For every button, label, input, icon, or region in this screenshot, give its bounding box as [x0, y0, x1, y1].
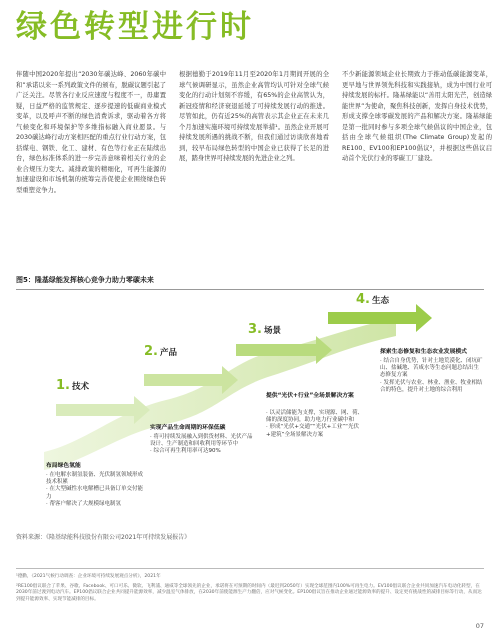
- footnote-2: ²RE100倡议联合了苹果、谷歌、Facebook、可口可乐、微软、飞利浦、通威等全球领先的企业，承诺将在可预期的时间内（最迟到2050年）实现全球范围内100%可再生电力。EV100倡议联合企业共同加速汽车电动化转型，在2030年前过渡到电动汽车。EP100倡议联合企业共同提升能源效率，减少温室气体排放，在2030年前使能源生产力翻倍，应对气候变化。EP100倡议旨在推动企业通过能源效率的提升、设定更有挑战性的减排目标等行动，从而达到提升能源效率、实现节能减排的目标。: [16, 584, 482, 602]
- step-label: 产品: [159, 348, 177, 358]
- block-technology-list: [46, 472, 146, 508]
- list-item: · 在电解水制氢装备、光伏制氢领域形成技术积累: [46, 472, 146, 486]
- step-technology: [56, 378, 89, 393]
- step-number: 2.: [144, 344, 158, 359]
- step-number: 4.: [356, 292, 370, 307]
- list-item: · 发挥光伏与农业、林业、渔业、牧业相结合的特色，提升对土地的综合利用: [380, 380, 484, 394]
- step-product: [144, 344, 177, 359]
- block-scenario-list: [266, 410, 366, 439]
- block-product-title: 实现产品生命周期的环保低碳: [150, 425, 226, 431]
- step-arrow-1: [56, 396, 150, 424]
- step-arrow-2: [144, 366, 238, 394]
- figure-staircase: [16, 292, 484, 527]
- step-label: 技术: [71, 382, 89, 392]
- body-column-1: 伴随中国2020年提出“2030年碳达峰、2060年碳中和”承诺以来一系列政策文件的颁布，脱碳议题引起了广泛关注。尽管各行业反应速度与程度不一，毋庸置疑，日益严格的监管规定、逐步提速的低碳商业模式变革，以及呼声不断的绿色消费诉求，驱动着各方将气候变化和环境保护等多维指标融入商业愿景。与2030碳达峰行动方案相匹配的重点行业行动方案，包括煤电、钢铁、化工、建材、有色等行业正在陆续出台，绿色标准体系的进一步完善意味着相关行业的企业合规压力变大。减排政策的精细化，可再生能源的加速建设和市场机制的统筹完善促使企业围绕绿色转型重塑竞争力。: [16, 71, 166, 194]
- list-item: · 将可持续发展融入到供货材料、光伏产品设计、生产制造和回收利用等环节中: [150, 434, 254, 448]
- footnote-rule: [16, 568, 484, 569]
- page-title: 绿色转型进行时: [16, 9, 254, 45]
- block-ecology-title: 探索生态修复和生态农业发展模式: [380, 349, 467, 355]
- step-scenario: [248, 322, 281, 337]
- block-product-list: [150, 434, 254, 456]
- page-number: 07: [475, 622, 484, 630]
- block-scenario-title: 提供“光伏+行业”全场景解决方案: [266, 393, 354, 399]
- figure-title: 图5：隆基绿能发挥核心竞争力助力零碳未来: [16, 276, 154, 284]
- block-ecology-list: [380, 358, 484, 394]
- step-label: 场景: [263, 326, 281, 336]
- footnote-1: ¹德勤，《2021气候行动调查：企业环境可持续发展观点分析》，2021年: [16, 574, 161, 579]
- step-number: 1.: [56, 378, 70, 393]
- step-ecology: [356, 292, 389, 307]
- step-label: 生态: [371, 296, 389, 306]
- figure-source: 资料来源：《隆基绿能科技股份有限公司2021年可持续发展报告》: [16, 534, 191, 541]
- list-item: · 帮客户解决了大规模绿电制氢: [46, 501, 146, 508]
- step-number: 3.: [248, 322, 262, 337]
- figure-title-rule: [16, 289, 484, 290]
- body-column-2: 根据德勤于2019年11月至2020年1月期间开展的全球气候调研显示，虽然企业高管均认可针对全球气候变化的行动计划刻不容缓，有65%的企业高管认为，新冠疫情和经济衰退延缓了可持续发展行动的推进。尽管如此，仍有近25%的高管表示其企业正在未来几个月加速实施环境可持续发展举措¹。虽然企业开展可持续发展所遇的挑战不断，但我们通过访谈欣喜地看到，较早布局绿色转型的中国企业已获得了长足的进展，踏身世界可持续发展的先进企业之列。: [179, 71, 329, 162]
- list-item: · 结合自身优势，针对土地荒漠化、闭坑矿山、盐碱地、苦咸水等生态问题总结出生态修复方案: [380, 358, 484, 380]
- body-column-3: 不少新能源领域企业长期致力于推动低碳能源变革，更早地与世界领先科技和实践接轨，成为中国行业可持续发展的标杆。隆基绿能以“善用太阳光芒，创造绿能世界”为使命，聚焦科技创新，发挥自身技术优势，形成支撑全球零碳发展的产品和解决方案。隆基绿能是第一批同时参与多项全球气候倡议的中国企业，包括由全球气候组织(The Climate Group)发起的RE100、EV100和EP100倡议²，并根据这些倡议启动首个光伏行业的零碳工厂建设。: [342, 71, 492, 162]
- block-technology-title: 布局绿色氢能: [46, 463, 81, 469]
- list-item: · 形成“光伏+交通”“光伏+工业”“光伏+建筑”全场景解决方案: [266, 424, 366, 438]
- list-item: · 在大型碱性水电解槽已具备订单交付能力: [46, 486, 146, 500]
- list-item: · 综合可再生利用率可达90%: [150, 448, 254, 455]
- list-item: · 以灵活储能为支撑，实现源、网、荷、储的深度协同，助力电力行业碳中和: [266, 410, 366, 424]
